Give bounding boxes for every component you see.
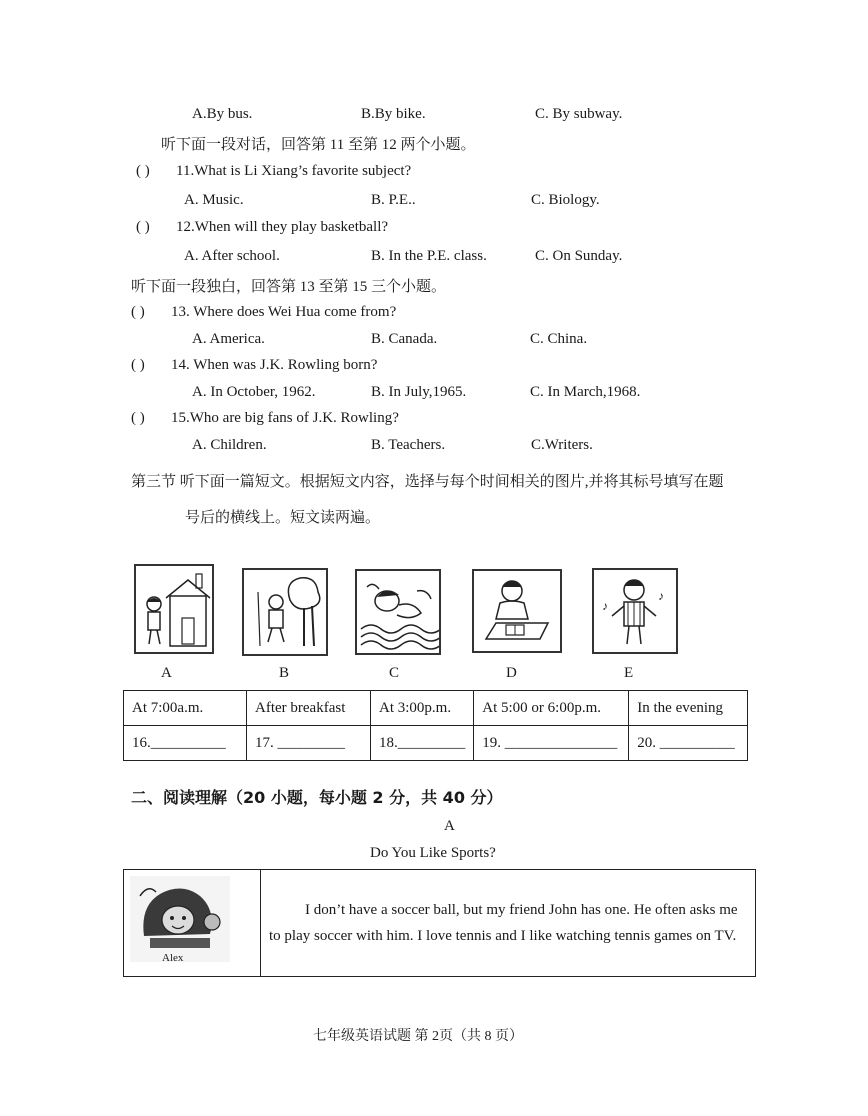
- answer-paren: ( ): [136, 219, 150, 235]
- table-header-cell: In the evening: [629, 691, 748, 726]
- picture-letter-e: E: [624, 665, 634, 681]
- page-footer: 七年级英语试题 第 2页（共 8 页）: [313, 1029, 523, 1044]
- section3-instruction-line1: 第三节 听下面一篇短文。根据短文内容，选择与每个时间相关的图片,并将其标号填写在题: [131, 474, 724, 490]
- swimmer-icon: [355, 569, 441, 655]
- answer-paren: ( ): [131, 410, 145, 426]
- q13-option-a: A. America.: [192, 331, 265, 347]
- q10-option-c: C. By subway.: [535, 106, 623, 122]
- question-text: 15.Who are big fans of J.K. Rowling?: [171, 410, 399, 426]
- question-text: 11.What is Li Xiang’s favorite subject?: [176, 163, 412, 179]
- alex-photo-cell: [124, 870, 261, 977]
- table-header-cell: At 5:00 or 6:00p.m.: [474, 691, 629, 726]
- question-11: [136, 163, 411, 180]
- question-text: 13. Where does Wei Hua come from?: [171, 304, 397, 320]
- time-table: [123, 690, 748, 761]
- table-header-cell: After breakfast: [247, 691, 371, 726]
- passage-letter: A: [444, 818, 455, 834]
- svg-text:♪: ♪: [602, 599, 608, 613]
- q10-option-b: B.By bike.: [361, 106, 426, 122]
- answer-blank-20[interactable]: 20. __________: [629, 726, 748, 761]
- question-13: [131, 304, 396, 321]
- question-15: [131, 410, 399, 427]
- picture-letter-b: B: [279, 665, 290, 681]
- q12-option-c: C. On Sunday.: [535, 248, 623, 264]
- part2-heading: 二、阅读理解（20 小题，每小题 2 分，共 40 分）: [131, 788, 503, 807]
- q12-option-a: A. After school.: [184, 248, 280, 264]
- answer-paren: ( ): [136, 163, 150, 179]
- boy-at-house-icon: [134, 564, 214, 654]
- question-14: [131, 357, 377, 374]
- q15-option-a: A. Children.: [192, 437, 267, 453]
- table-header-cell: At 7:00a.m.: [124, 691, 247, 726]
- alex-photo-icon: [130, 876, 230, 962]
- q13-option-c: C. China.: [530, 331, 588, 347]
- photo-caption: Alex: [162, 952, 184, 964]
- table-row: [124, 691, 748, 726]
- picture-letter-d: D: [506, 665, 517, 681]
- q15-option-b: B. Teachers.: [371, 437, 446, 453]
- passage-title: Do You Like Sports?: [370, 845, 496, 861]
- table-row: [124, 870, 756, 977]
- answer-paren: ( ): [131, 357, 145, 373]
- q14-option-c: C. In March,1968.: [530, 384, 641, 400]
- q11-option-c: C. Biology.: [531, 192, 600, 208]
- instruction-13-15: 听下面一段独白，回答第 13 至第 15 三个小题。: [131, 279, 447, 295]
- question-text: 14. When was J.K. Rowling born?: [171, 357, 378, 373]
- table-header-cell: At 3:00p.m.: [371, 691, 474, 726]
- answer-blank-17[interactable]: 17. _________: [247, 726, 371, 761]
- boy-singing-icon: [592, 568, 678, 654]
- q14-option-a: A. In October, 1962.: [192, 384, 316, 400]
- section3-instruction-line2: 号后的横线上。短文读两遍。: [185, 510, 381, 526]
- instruction-11-12: 听下面一段对话，回答第 11 至第 12 两个小题。: [161, 137, 476, 153]
- boy-reading-icon: [472, 569, 562, 653]
- boy-under-tree-icon: [242, 568, 328, 656]
- question-text: 12.When will they play basketball?: [176, 219, 389, 235]
- answer-blank-16[interactable]: 16.__________: [124, 726, 247, 761]
- passage-text: I don’t have a soccer ball, but my friend John has one. He often asks me to play soccer with him. I love tennis and I like watching tennis games on TV.: [261, 870, 756, 977]
- q14-option-b: B. In July,1965.: [371, 384, 467, 400]
- answer-blank-19[interactable]: 19. _______________: [474, 726, 629, 761]
- q10-option-a: A.By bus.: [192, 106, 253, 122]
- picture-letter-c: C: [389, 665, 400, 681]
- q12-option-b: B. In the P.E. class.: [371, 248, 487, 264]
- answer-blank-18[interactable]: 18._________: [371, 726, 474, 761]
- q15-option-c: C.Writers.: [531, 437, 593, 453]
- q11-option-a: A. Music.: [184, 192, 244, 208]
- answer-paren: ( ): [131, 304, 145, 320]
- reading-passage-table: [123, 869, 756, 977]
- q13-option-b: B. Canada.: [371, 331, 438, 347]
- picture-letter-a: A: [161, 665, 172, 681]
- q11-option-b: B. P.E..: [371, 192, 416, 208]
- table-row: [124, 726, 748, 761]
- svg-text:♪: ♪: [658, 589, 664, 603]
- question-12: [136, 219, 388, 236]
